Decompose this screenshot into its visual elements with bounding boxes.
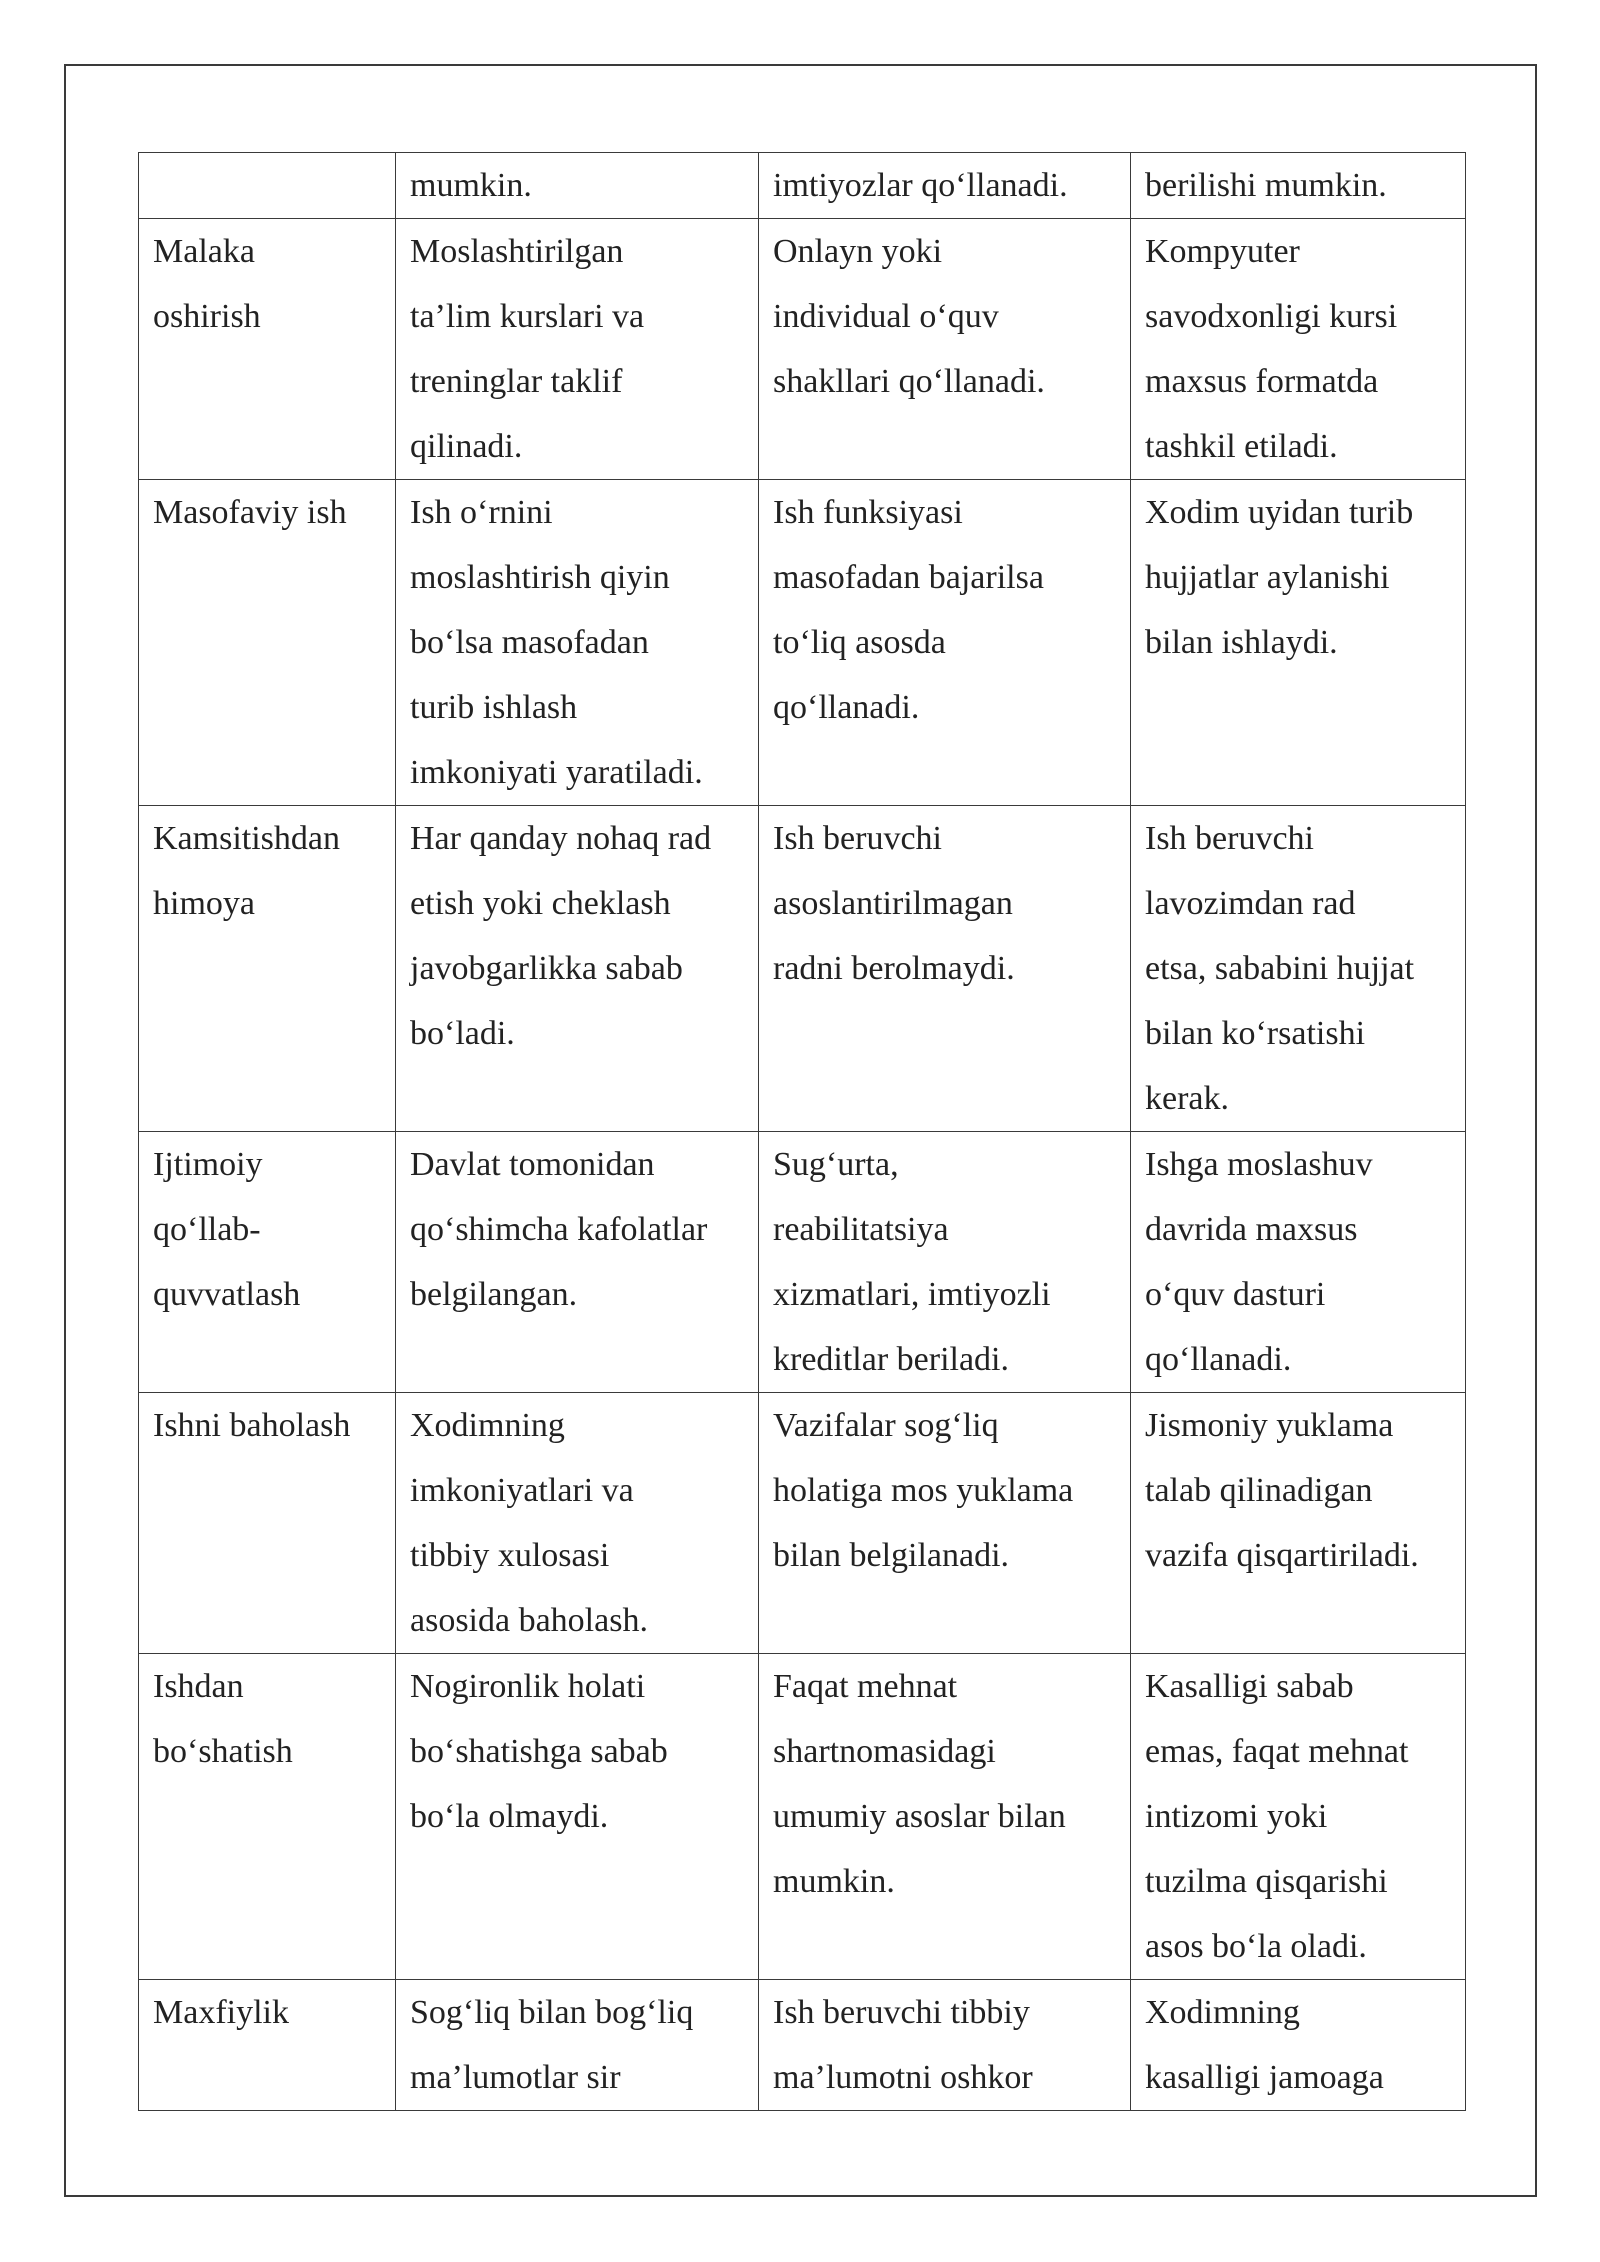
row-label-cell: Ishni baholash (139, 1393, 396, 1654)
table-cell: Ishga moslashuv davrida maxsus o‘quv dasturi qo‘llanadi. (1131, 1132, 1466, 1393)
table-cell: Ish beruvchi asoslantirilmagan radni berolmaydi. (759, 806, 1131, 1132)
table-cell: Xodimning kasalligi jamoaga (1131, 1980, 1466, 2111)
row-label-cell: Kamsitishdan himoya (139, 806, 396, 1132)
table-cell: imtiyozlar qo‘llanadi. (759, 153, 1131, 219)
table-cell: Ish beruvchi tibbiy ma’lumotni oshkor (759, 1980, 1131, 2111)
table-cell: Moslashtirilgan ta’lim kurslari va treninglar taklif qilinadi. (396, 219, 759, 480)
table-cell: Jismoniy yuklama talab qilinadigan vazifa qisqartiriladi. (1131, 1393, 1466, 1654)
table-cell: Sug‘urta, reabilitatsiya xizmatlari, imtiyozli kreditlar beriladi. (759, 1132, 1131, 1393)
table-cell: Onlayn yoki individual o‘quv shakllari qo‘llanadi. (759, 219, 1131, 480)
table-row (139, 1393, 1466, 1654)
row-label-cell (139, 153, 396, 219)
row-label-cell: Ishdan bo‘shatish (139, 1654, 396, 1980)
table-cell: Kompyuter savodxonligi kursi maxsus formatda tashkil etiladi. (1131, 219, 1466, 480)
row-label-cell: Maxfiylik (139, 1980, 396, 2111)
table-cell: Kasalligi sabab emas, faqat mehnat intizomi yoki tuzilma qisqarishi asos bo‘la oladi. (1131, 1654, 1466, 1980)
row-label-cell: Ijtimoiy qo‘llab- quvvatlash (139, 1132, 396, 1393)
row-label-cell: Masofaviy ish (139, 480, 396, 806)
table-cell: Sog‘liq bilan bog‘liq ma’lumotlar sir (396, 1980, 759, 2111)
table-cell: Har qanday nohaq rad etish yoki cheklash javobgarlikka sabab bo‘ladi. (396, 806, 759, 1132)
table-cell: Vazifalar sog‘liq holatiga mos yuklama bilan belgilanadi. (759, 1393, 1131, 1654)
table-row (139, 480, 1466, 806)
table-row (139, 1980, 1466, 2111)
table-cell: Ish o‘rnini moslashtirish qiyin bo‘lsa masofadan turib ishlash imkoniyati yaratiladi. (396, 480, 759, 806)
row-label-cell: Malaka oshirish (139, 219, 396, 480)
table-cell: Ish funksiyasi masofadan bajarilsa to‘liq asosda qo‘llanadi. (759, 480, 1131, 806)
table-cell: Faqat mehnat shartnomasidagi umumiy asoslar bilan mumkin. (759, 1654, 1131, 1980)
table-cell: Xodimning imkoniyatlari va tibbiy xulosasi asosida baholash. (396, 1393, 759, 1654)
table-cell: Nogironlik holati bo‘shatishga sabab bo‘la olmaydi. (396, 1654, 759, 1980)
table-cell: Ish beruvchi lavozimdan rad etsa, sababini hujjat bilan ko‘rsatishi kerak. (1131, 806, 1466, 1132)
table-cell: mumkin. (396, 153, 759, 219)
table-row (139, 153, 1466, 219)
table-row (139, 806, 1466, 1132)
table-cell: Davlat tomonidan qo‘shimcha kafolatlar belgilangan. (396, 1132, 759, 1393)
table-cell: berilishi mumkin. (1131, 153, 1466, 219)
table-body (139, 153, 1466, 2111)
table-cell: Xodim uyidan turib hujjatlar aylanishi bilan ishlaydi. (1131, 480, 1466, 806)
table-row (139, 1654, 1466, 1980)
table-row (139, 1132, 1466, 1393)
table-row (139, 219, 1466, 480)
comparison-table (138, 152, 1466, 2111)
